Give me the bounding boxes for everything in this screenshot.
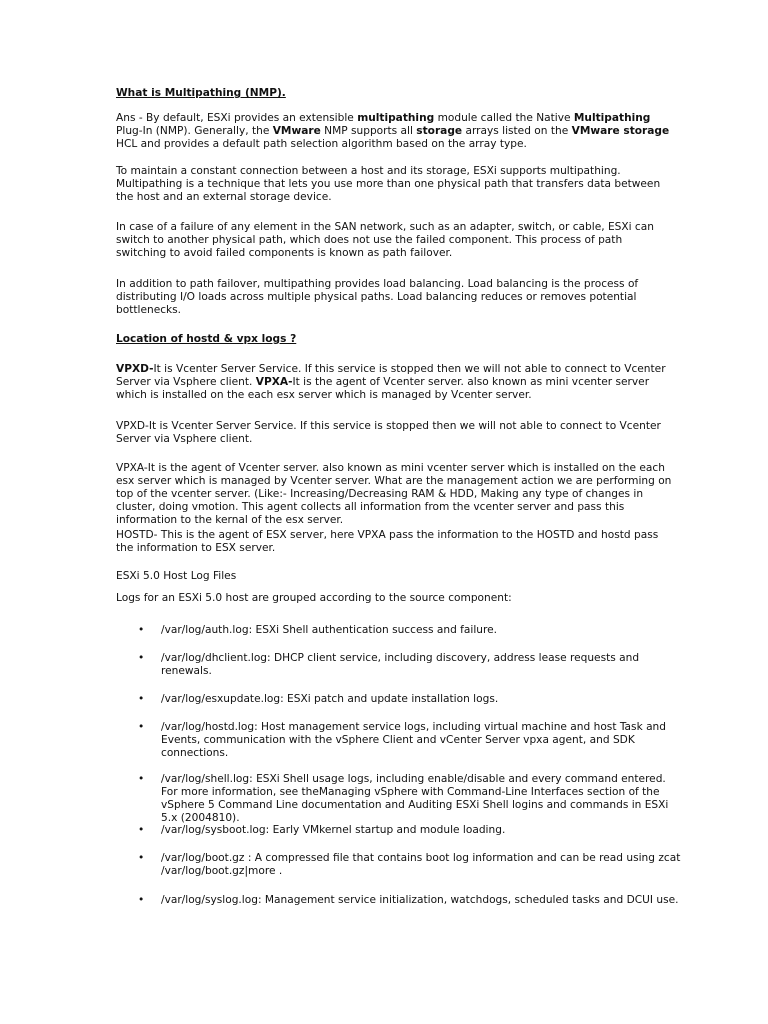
paragraph-load-balancing: In addition to path failover, multipathing provides load balancing. Load balancing is the process of distributing I/O loads across multiple physical paths. Load balancing reduces or removes potential bottlenecks.	[116, 278, 639, 316]
list-item-text: /var/log/syslog.log: Management service initialization, watchdogs, scheduled tasks and DCUI use.	[161, 894, 679, 906]
list-item-text: /var/log/sysboot.log: Early VMkernel startup and module loading.	[161, 824, 506, 836]
paragraph-multipathing-technique: To maintain a constant connection between a host and its storage, ESXi supports multipathing. Multipathing is a technique that lets you use more than one physical path that transfers data between the host and an external storage device.	[116, 165, 661, 203]
paragraph-vpxd: VPXD-It is Vcenter Server Service. If this service is stopped then we will not able to connect to Vcenter Server via Vsphere client.	[116, 420, 661, 445]
text-run: It is the agent of Vcenter server. also known as mini vcenter server which is installed on the each esx server which is managed by Vcenter server.	[116, 376, 650, 401]
list-item-text: /var/log/dhclient.log: DHCP client service, including discovery, address lease requests and renewals.	[161, 652, 640, 677]
text-run: HCL and provides a default path selection algorithm based on the array type.	[116, 138, 527, 150]
bold-run: VPXA-	[255, 376, 293, 388]
text-run: NMP supports all	[320, 125, 417, 137]
list-item-text: /var/log/boot.gz : A compressed file that contains boot log information and can be read using zcat /var/log/boot.gz|more .	[161, 852, 681, 877]
paragraph-log-grouping: Logs for an ESXi 5.0 host are grouped according to the source component:	[116, 592, 512, 604]
bullet-glyph: •	[138, 721, 145, 733]
paragraph-log-files-title: ESXi 5.0 Host Log Files	[116, 570, 237, 582]
bullet-glyph: •	[138, 894, 145, 906]
bullet-glyph: •	[138, 652, 145, 664]
bold-run: Multipathing	[573, 112, 651, 124]
bold-run: VMware	[272, 125, 321, 137]
text-run: Ans - By default, ESXi provides an extensible	[116, 112, 358, 124]
text-run: module called the Native	[434, 112, 574, 124]
bold-run: VPXD-	[116, 363, 154, 375]
text-run: It is Vcenter Server Service. If this service is stopped then we will not able to connect to Vcenter Server via Vsphere client.	[116, 363, 666, 388]
paragraph-vpxd-vpxa	[116, 363, 674, 402]
bold-run: multipathing	[357, 112, 435, 124]
bullet-glyph: •	[138, 693, 145, 705]
text-run: Plug-In (NMP). Generally, the	[116, 125, 273, 137]
heading-hostd-vpx-logs: Location of hostd & vpx logs ?	[116, 333, 297, 345]
list-item-text: /var/log/esxupdate.log: ESXi patch and update installation logs.	[161, 693, 499, 705]
heading-multipathing: What is Multipathing (NMP).	[116, 87, 286, 99]
list-item-text: /var/log/hostd.log: Host management service logs, including virtual machine and host Task and Events, communication with the vSphere Client and vCenter Server vpxa agent, and SDK connections.	[161, 721, 666, 759]
paragraph-hostd: HOSTD- This is the agent of ESX server, here VPXA pass the information to the HOSTD and hostd pass the information to ESX server.	[116, 529, 659, 554]
bullet-glyph: •	[138, 773, 145, 785]
text-run: arrays listed on the	[462, 125, 572, 137]
bullet-glyph: •	[138, 824, 145, 836]
paragraph-path-failover: In case of a failure of any element in the SAN network, such as an adapter, switch, or cable, ESXi can switch to another physical path, which does not use the failed component. This process of path switching to avoid failed components is known as path failover.	[116, 221, 654, 259]
list-item-text: /var/log/auth.log: ESXi Shell authentication success and failure.	[161, 624, 498, 636]
paragraph-vpxa: VPXA-It is the agent of Vcenter server. also known as mini vcenter server which is installed on the each esx server which is managed by Vcenter server. What are the management action we are performing on top of the vcenter server. (Like:- Increasing/Decreasing RAM & HDD, Making any type of changes in cluster, doing vmotion. This agent collects all information from the vcenter server and pass this information to the kernal of the esx server.	[116, 462, 672, 526]
bold-run: VMware storage	[571, 125, 670, 137]
bullet-glyph: •	[138, 624, 145, 636]
paragraph-nmp-intro	[116, 112, 674, 151]
bullet-glyph: •	[138, 852, 145, 864]
bold-run: storage	[416, 125, 463, 137]
list-item-text: /var/log/shell.log: ESXi Shell usage logs, including enable/disable and every command entered. For more information, see theManaging vSphere with Command-Line Interfaces section of the vSphere 5 Command Line documentation and Auditing ESXi Shell logins and commands in ESXi 5.x (2004810).	[161, 773, 669, 824]
